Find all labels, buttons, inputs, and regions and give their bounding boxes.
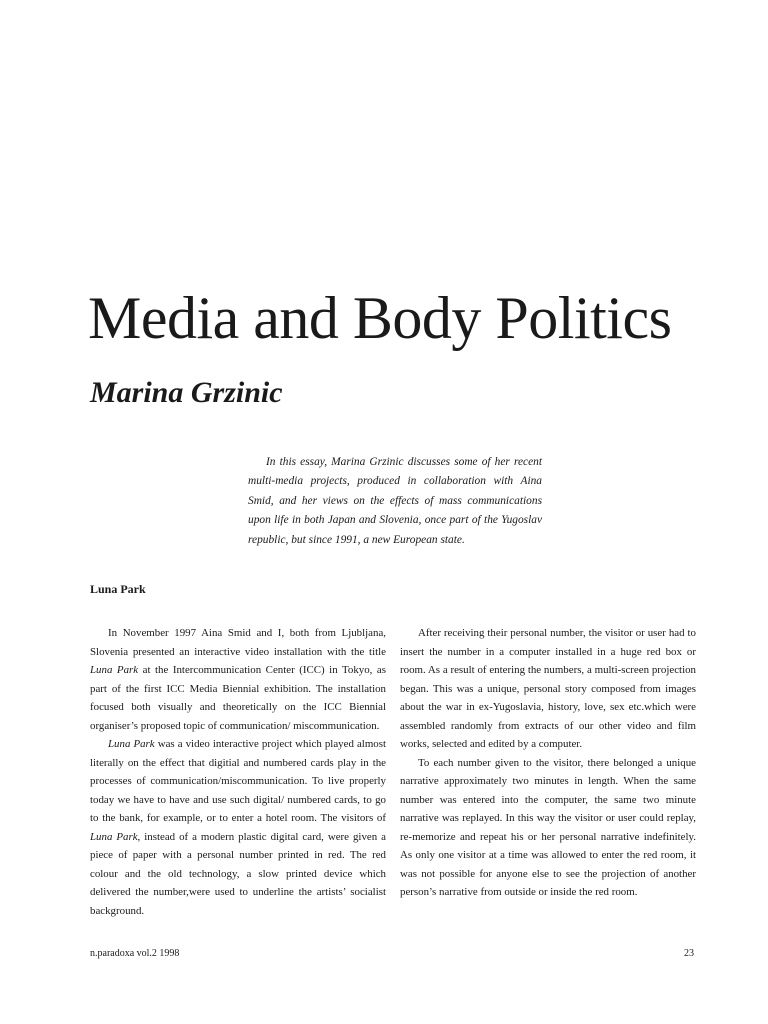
- work-title: Luna Park: [90, 664, 139, 676]
- work-title: Luna Park: [90, 830, 138, 843]
- body-text: at the Intercommunication Center (ICC) in Tokyo, as part of the first ICC Media Biennial exhibition. The installation focused both visually and theoretically on the ICC Biennial organiser’s proposed topic of communication/ miscommunication.: [90, 664, 386, 732]
- footer-journal: n.paradoxa vol.2 1998: [90, 948, 180, 959]
- article-abstract: In this essay, Marina Grzinic discusses some of her recent multi-media projects, produced in collaboration with Aina Smid, and her views on the effects of mass communications upon life in both Japan and Slovenia, once part of the Yugoslav republic, but since 1991, a new European state.: [248, 456, 542, 546]
- body-column-left: [90, 624, 386, 920]
- article-title: Media and Body Politics: [88, 285, 672, 351]
- body-paragraph: [90, 735, 386, 920]
- section-heading: Luna Park: [90, 582, 146, 596]
- body-text: , instead of a modern plastic digital card, were given a piece of paper with a personal number printed in red. The red colour and the old technology, a slow printed device which delivered the number,were used to underline the artists’ socialist background.: [90, 830, 386, 917]
- body-paragraph: After receiving their personal number, the visitor or user had to insert the number in a computer installed in a huge red box or room. As a result of entering the numbers, a multi-screen projection began. This was a unique, personal story composed from images about the war in ex-Yugoslavia, history, love, sex etc.which were assembled randomly from extracts of our other video and film works, selected and edited by a computer.: [400, 627, 696, 750]
- body-paragraph: To each number given to the visitor, there belonged a unique narrative approximately two minutes in length. When the same number was entered into the computer, the same two minute narrative was replayed. In this way the visitor or user could replay, re-memorize and repeat his or her personal narrative indefinitely. As only one visitor at a time was allowed to enter the red room, it was not possible for anyone else to see the projection of another person’s narrative from outside or inside the red room.: [400, 756, 696, 898]
- body-text: In November 1997 Aina Smid and I, both from Ljubljana, Slovenia presented an interactive video installation with the title: [90, 627, 386, 658]
- page-number: 23: [684, 948, 694, 959]
- body-text: was a video interactive project which played almost literally on the effect that digitial and numbered cards play in the processes of communication/miscommunication. To live properly today we have to have and use such digital/ numbered cards, to go to the bank, for example, or to enter a hotel room. The visitors of: [90, 738, 387, 824]
- article-author: Marina Grzinic: [90, 376, 283, 409]
- body-paragraph: [90, 624, 386, 735]
- work-title: Luna Park: [108, 738, 155, 750]
- body-column-right: [400, 624, 696, 902]
